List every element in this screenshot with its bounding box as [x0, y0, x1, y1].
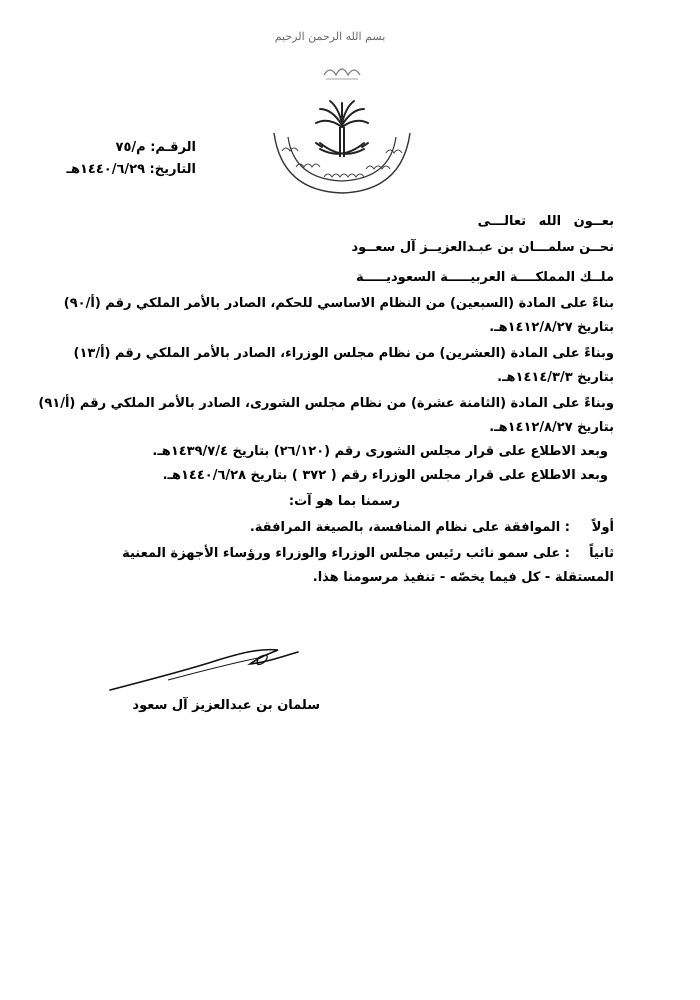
reference-date: التاريخ: ١٤٤٠/٦/٢٩هـ [66, 162, 196, 177]
reference-number: الرقـم: م/٧٥ [115, 140, 196, 155]
first-item-label: أولاً [591, 520, 614, 535]
paragraph-3-line-1: وبناءً على المادة (الثامنة عشرة) من نظام مجلس الشورى، الصادر بالأمر الملكي رقم (أ/٩١) [38, 396, 614, 411]
royal-emblem-icon [262, 55, 422, 195]
king-title: ملــك المملكــــة العربيـــــة السعوديـــــة [356, 270, 614, 285]
paragraph-1-line-1: بناءً على المادة (السبعين) من النظام الاساسي للحكم، الصادر بالأمر الملكي رقم (أ/٩٠) [63, 296, 614, 311]
second-item-label: ثانياً [589, 546, 614, 561]
paragraph-4: وبعد الاطلاع على قرار مجلس الشورى رقم (٢٦/١٢٠) بتاريخ ١٤٣٩/٧/٤هـ. [152, 444, 608, 459]
paragraph-5: وبعد الاطلاع على قرار مجلس الوزراء رقم ( ٣٧٢ ) بتاريخ ١٤٤٠/٦/٢٨هـ. [162, 468, 608, 483]
paragraph-3-line-2: بتاريخ ١٤١٢/٨/٢٧هـ. [489, 420, 614, 435]
second-item-text-line-2: المستقلة - كل فيما يخصّه - تنفيذ مرسومنا هذا. [312, 570, 614, 585]
signatory-name: سلمان بن عبدالعزيز آل سعود [132, 698, 320, 713]
second-item-text-line-1: : على سمو نائب رئيس مجلس الوزراء والوزراء ورؤساء الأجهزة المعنية [122, 546, 570, 561]
paragraph-2-line-2: بتاريخ ١٤١٤/٣/٣هـ. [497, 370, 614, 385]
decree-opening: بعــون الله تعالـــى [477, 214, 614, 229]
paragraph-1-line-2: بتاريخ ١٤١٢/٨/٢٧هـ. [489, 320, 614, 335]
paragraph-2-line-1: وبناءً على المادة (العشرين) من نظام مجلس الوزراء، الصادر بالأمر الملكي رقم (أ/١٣) [73, 346, 614, 361]
royal-signature [108, 640, 308, 700]
basmala-text: بسم الله الرحمن الرحيم [274, 30, 386, 43]
first-item-text: : الموافقة على نظام المنافسة، بالصيغة المرافقة. [249, 520, 570, 535]
decreed-statement: رسمنا بما هو آت: [288, 494, 400, 509]
king-name: نحــن سلمـــان بن عبـدالعزيــز آل سعــود [351, 240, 614, 255]
